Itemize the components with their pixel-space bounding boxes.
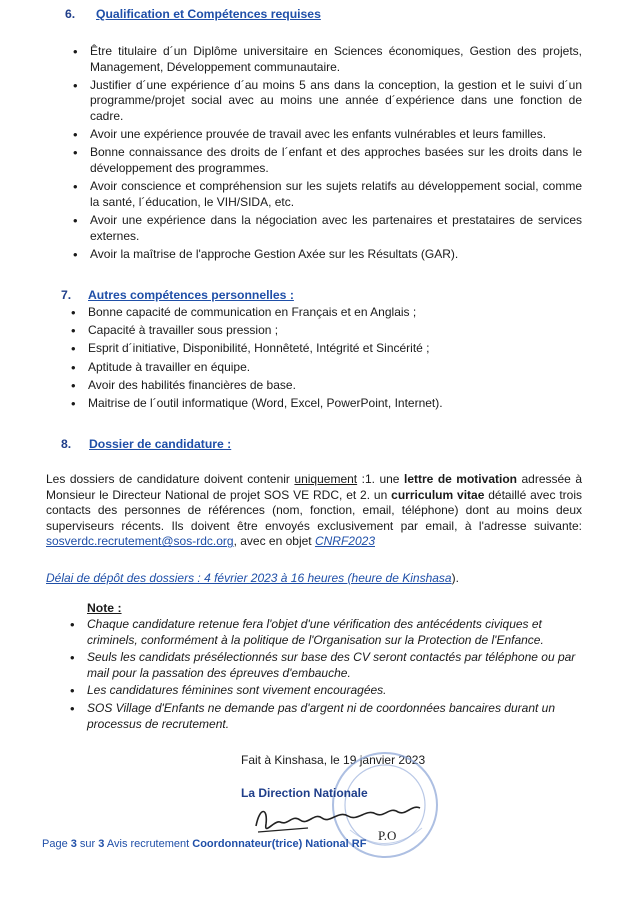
list-item: • Bonne capacité de communication en Français et en Anglais ; — [68, 305, 580, 321]
section-6-title: Qualification et Compétences requises — [96, 7, 321, 21]
para-text: détaillé avec trois contacts des personnes de références (nom, fonction, email, téléphone) dont au moins deux superviseurs récents. Ils doivent être envoyés exclusivement par email, à l'adresse suivante: — [46, 487, 583, 533]
deadline-end: ). — [451, 571, 459, 585]
deadline-text — [46, 571, 459, 585]
section-6-heading — [65, 7, 321, 21]
application-paragraph — [46, 472, 582, 550]
list-item: • Avoir une expérience dans la négociation avec les partenaires et prestataires de services externes. — [70, 213, 582, 244]
para-uniquement: uniquement — [294, 472, 358, 486]
list-item: • Chaque candidature retenue fera l'objet d'une vérification des antécédents civiques et criminels, conformément à la politique de l'Organisation sur la Protection de l'Enfance. — [68, 617, 580, 648]
list-item: • Avoir des habilités financières de base. — [68, 378, 580, 394]
section-6-number: 6. — [65, 7, 76, 21]
list-item: • Bonne connaissance des droits de l´enfant et des approches basées sur les droits dans le développement des programmes. — [70, 145, 582, 176]
list-item: • Avoir conscience et compréhension sur les sujets relatifs au développement social, comme la santé, l´éducation, le VIH/SIDA, etc. — [70, 179, 582, 210]
list-item: • Avoir une expérience prouvée de travail avec les enfants vulnérables et leurs familles. — [70, 127, 582, 143]
signature-po: P.O — [378, 828, 397, 843]
para-text: adressée à Monsieur le Directeur National de projet SOS VE RDC, et 2. un — [46, 472, 583, 502]
para-text: :1. une — [357, 472, 404, 486]
footer-page-num: 3 — [70, 838, 77, 850]
footer-role: Coordonnateur(trice) National RF — [192, 838, 367, 850]
list-item: • SOS Village d'Enfants ne demande pas d'argent ni de coordonnées bancaires durant un processus de recrutement. — [68, 701, 580, 732]
section-7-heading — [61, 288, 294, 302]
section-8-title: Dossier de candidature : — [89, 437, 232, 451]
section-8-number: 8. — [61, 437, 72, 451]
list-item: • Avoir la maîtrise de l'approche Gestion Axée sur les Résultats (GAR). — [70, 247, 582, 263]
para-text: Les dossiers de candidature doivent contenir — [46, 472, 295, 486]
email-link[interactable]: sosverdc.recrutement@sos-rdc.org — [46, 534, 234, 549]
section-7-title: Autres compétences personnelles : — [88, 288, 294, 302]
para-cv: curriculum vitae — [391, 487, 485, 502]
section-6-list — [70, 44, 582, 265]
page-footer — [42, 838, 366, 850]
note-list — [68, 617, 580, 734]
list-item: • Capacité à travailler sous pression ; — [68, 323, 580, 339]
subject-code: CNRF2023 — [314, 534, 375, 549]
para-text: , avec en objet — [233, 534, 315, 549]
footer-doc: Avis recrutement — [104, 838, 193, 850]
list-item: • Esprit d´initiative, Disponibilité, Honnêteté, Intégrité et Sincérité ; — [68, 341, 580, 357]
footer-of: sur — [76, 838, 99, 850]
section-8-heading — [61, 437, 231, 451]
list-item: • Aptitude à travailler en équipe. — [68, 360, 580, 376]
section-7-number: 7. — [61, 288, 72, 302]
footer-page-label: Page — [42, 838, 71, 850]
footer-total: 3 — [98, 838, 105, 850]
list-item: • Être titulaire d´un Diplôme universitaire en Sciences économiques, Gestion des projets, Management, Développement communautaire. — [70, 44, 582, 75]
note-title: Note : — [87, 601, 122, 615]
list-item: • Justifier d´une expérience d´au moins 5 ans dans la conception, la gestion et le suivi d´un programme/projet social avec au moins une année d´expérience dans une fonction de cadre. — [70, 78, 582, 125]
list-item: • Maitrise de l´outil informatique (Word, Excel, PowerPoint, Internet). — [68, 396, 580, 412]
para-lettre: lettre de motivation — [403, 472, 517, 486]
signatory-title: La Direction Nationale — [241, 786, 368, 800]
place-date: Fait à Kinshasa, le 19 janvier 2023 — [241, 753, 426, 767]
list-item: • Les candidatures féminines sont vivement encouragées. — [68, 683, 580, 699]
section-7-list — [68, 305, 580, 414]
deadline-main: Délai de dépôt des dossiers : 4 février 2023 à 16 heures (heure de Kinshasa — [46, 571, 452, 585]
list-item: • Seuls les candidats présélectionnés sur base des CV seront contactés par téléphone ou par mail pour la passation des épreuves d'embauche. — [68, 650, 580, 681]
